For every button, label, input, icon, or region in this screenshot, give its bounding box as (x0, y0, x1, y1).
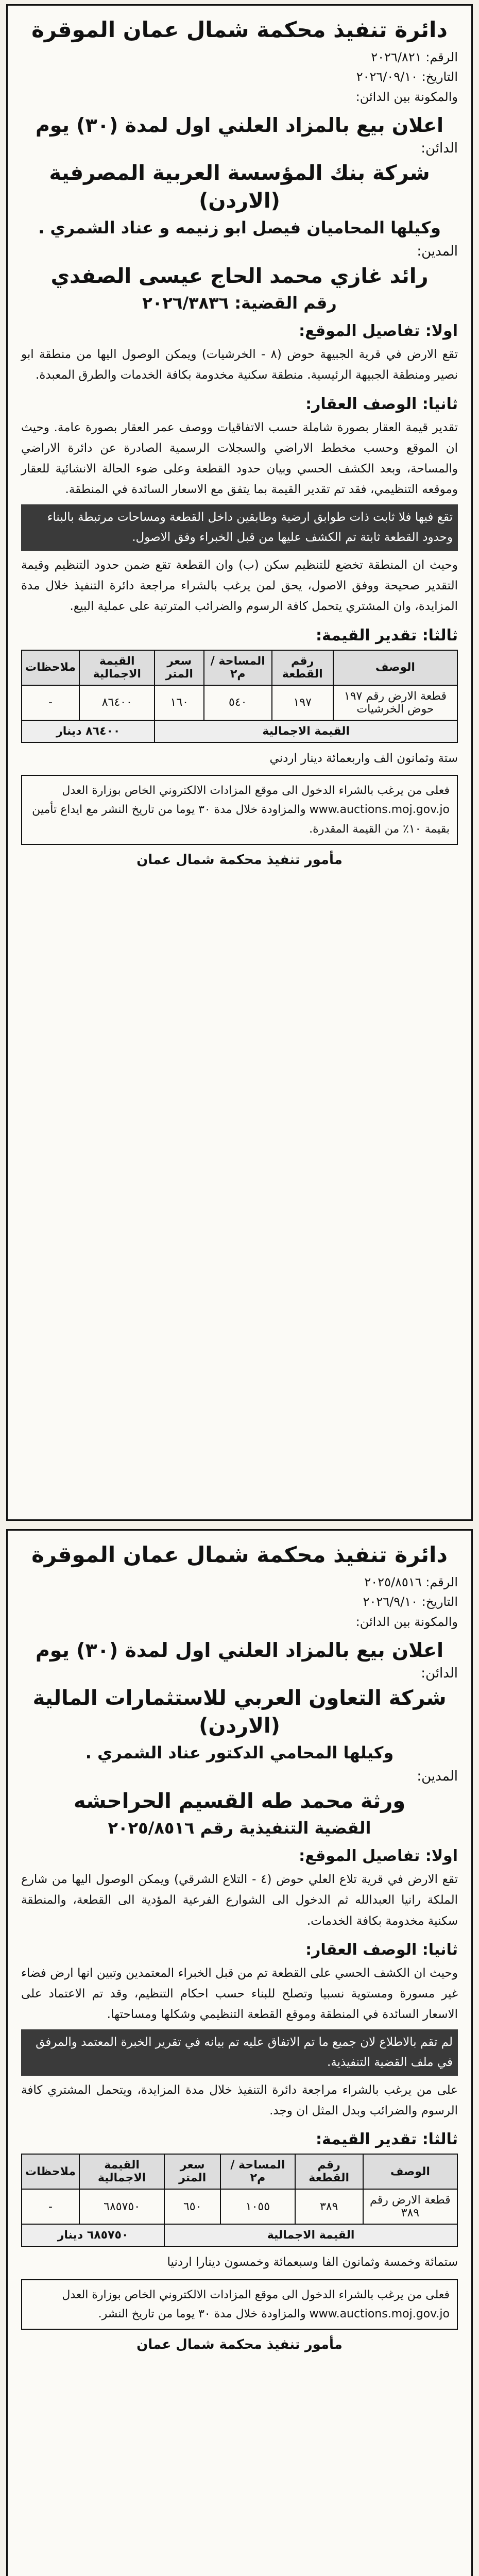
section-description: ثانيا: الوصف العقار: (305, 1940, 458, 1959)
notice-refs (21, 1572, 458, 1632)
table-header: الوصف (333, 650, 457, 685)
table-cell: ٦٨٥٧٥٠ (79, 2189, 164, 2224)
creditor-agent: وكيلها المحاميان فيصل ابو زنيمه و عناد الشمري . (38, 218, 441, 238)
debtor-name: رائد غازي محمد الحاج عيسى الصفدي (50, 264, 429, 289)
debtor-label: المدين: (417, 1769, 458, 1785)
auction-note: فعلى من يرغب بالشراء الدخول الى موقع المزادات الالكتروني الخاص بوزارة العدل www.auctions.moj.gov.jo والمزاودة خلال مدة ٣٠ يوما من تاريخ النشر. (21, 2279, 458, 2330)
table-header: رقم القطعة (272, 650, 333, 685)
table-cell: - (22, 685, 79, 720)
section-valuation: ثالثا: تقدير القيمة: (316, 626, 458, 645)
ref-number: الرقم: ٢٠٢٥/٨٥١٦ (364, 1575, 458, 1589)
table-cell: ٣٨٩ (295, 2189, 363, 2224)
table-header: القيمة الاجمالية (79, 2154, 164, 2189)
table-cell: قطعة الارض رقم ٣٨٩ (363, 2189, 457, 2224)
table-cell: ١٩٧ (272, 685, 333, 720)
notice-headline: اعلان بيع بالمزاد العلني اول لمدة (٣٠) يوم (35, 114, 444, 137)
ref-number: الرقم: ٢٠٢٦/٨٢١ (371, 50, 458, 64)
location-text: تقع الارض في قرية تلاع العلي حوض (٤ - التلاع الشرقي) ويمكن الوصول اليها من شارع الملكة رانيا العبدالله ثم الدخول الى الشوارع الفرعية المؤدية الى القطعة، والمنطقة سكنية مخدومة بكافة الخدمات. (21, 1873, 458, 1928)
section-valuation: ثالثا: تقدير القيمة: (316, 2130, 458, 2149)
total-label: القيمة الاجمالية (164, 2224, 457, 2246)
description-text: تقدير قيمة العقار بصورة شاملة حسب الاتفاقيات ووصف عمر العقار بصورة عامة. وحيث ان الموقع وحسب مخطط الاراضي والسجلات الرسمية الصادرة عن دائرة الاراضي والمساحة، وبعد الكشف الحسي وبيان حدود القطعة وعلى ضوء الحالة الانشائية للعقار وموقعه التنظيمي، فقد تم تقدير القيمة بما يتفق مع الاسعار السائدة في المنطقة. (21, 420, 458, 497)
creditor-name: شركة بنك المؤسسة العربية المصرفية (الاردن) (49, 161, 430, 213)
valuation-table (21, 2154, 458, 2247)
ref-date: التاريخ: ٢٠٢٦/٠٩/١٠ (356, 70, 458, 84)
table-header: القيمة الاجمالية (79, 650, 155, 685)
notice-headline: اعلان بيع بالمزاد العلني اول لمدة (٣٠) يوم (35, 1639, 444, 1662)
table-header: رقم القطعة (295, 2154, 363, 2189)
location-text: تقع الارض في قرية الجبيهة حوض (٨ - الخرشيات) ويمكن الوصول اليها من منطقة ابو نصير ومنطقة الجبيهة الرئيسية. منطقة سكنية مخدومة بكافة الخدمات والطرق المعبدة. (21, 348, 458, 382)
total-words: ستة وثمانون الف واربعمائة دينار اردني (269, 751, 458, 765)
ref-parties: والمكونة بين الدائن: (355, 1614, 458, 1629)
table-header-row (22, 2154, 457, 2189)
table-cell: ١٦٠ (155, 685, 204, 720)
valuation-table (21, 650, 458, 743)
table-cell: ١٠٥٥ (220, 2189, 295, 2224)
auction-notice-2 (6, 1529, 473, 2576)
creditor-name: شركة التعاون العربي للاستثمارات المالية (الاردن) (32, 1686, 447, 1738)
ref-date: التاريخ: ٢٠٢٦/٩/١٠ (363, 1595, 458, 1609)
table-header-row (22, 650, 457, 685)
section-description: ثانيا: الوصف العقار: (305, 395, 458, 413)
case-number: رقم القضية: ٢٠٢٦/٣٨٣٦ (142, 293, 337, 313)
closing-signature: مأمور تنفيذ محكمة شمال عمان (136, 2337, 343, 2353)
section-location: اولا: تفاصيل الموقع: (299, 322, 458, 341)
table-header: سعر المتر (155, 650, 204, 685)
description-text-2: على من يرغب بالشراء مراجعة دائرة التنفيذ خلال مدة المزايدة، ويتحمل المشتري كافة الرسوم والضرائب وبدل المثل ان وجد. (21, 2083, 458, 2118)
court-title: دائرة تنفيذ محكمة شمال عمان الموقرة (31, 17, 448, 42)
creditor-label: الدائن: (421, 1666, 458, 1682)
case-number: القضية التنفيذية رقم ٢٠٢٥/٨٥١٦ (108, 1818, 371, 1838)
table-cell: - (22, 2189, 79, 2224)
description-text-2: وحيث ان المنطقة تخضع للتنظيم سكن (ب) وان القطعة تقع ضمن حدود التنظيم وقيمة التقدير صحيحة ووفق الاصول، يحق لمن يرغب بالشراء مراجعة دائرة التنفيذ خلال مدة المزايدة، وان المشتري يتحمل كافة الرسوم والضرائب المترتبة على عملية البيع. (21, 558, 458, 614)
table-header: ملاحظات (22, 650, 79, 685)
table-row (22, 685, 457, 720)
table-total-row (22, 720, 457, 742)
closing-signature: مأمور تنفيذ محكمة شمال عمان (136, 852, 343, 868)
highlight-text: تقع فيها فلا ثابت ذات طوابق ارضية وطابقين داخل القطعة ومساحات مرتبطة بالبناء وحدود القطعة ثابتة تم الكشف عليها من قبل الخبراء وفق الاصول. (21, 504, 458, 551)
table-row (22, 2189, 457, 2224)
table-cell: ٨٦٤٠٠ (79, 685, 155, 720)
table-cell: ٥٤٠ (204, 685, 271, 720)
table-header: سعر المتر (164, 2154, 220, 2189)
table-header: الوصف (363, 2154, 457, 2189)
ref-parties: والمكونة بين الدائن: (355, 89, 458, 104)
total-value: ٦٨٥٧٥٠ دينار (22, 2224, 164, 2246)
auction-notice-1 (6, 4, 473, 1521)
table-header: المساحة / م٢ (220, 2154, 295, 2189)
total-words: ستمائة وخمسة وثمانون الفا وسبعمائة وخمسون دينارا اردنيا (167, 2256, 458, 2269)
creditor-agent: وكيلها المحامي الدكتور عناد الشمري . (85, 1743, 394, 1763)
table-cell: ٦٥٠ (164, 2189, 220, 2224)
total-value: ٨٦٤٠٠ دينار (22, 720, 155, 742)
total-label: القيمة الاجمالية (155, 720, 457, 742)
description-text: وحيث ان الكشف الحسي على القطعة تم من قبل الخبراء المعتمدين وتبين انها ارض فضاء غير مسورة ومستوية نسبيا وتصلح للبناء حسب احكام التنظيم، وقد تم الاعتماد على الاسعار السائدة في المنطقة وموقع القطعة التنظيمي وشكلها ومساحتها. (21, 1966, 458, 2022)
notice-refs (21, 47, 458, 107)
debtor-name: ورثة محمد طه القسيم الحراحشه (73, 1789, 406, 1814)
table-header: المساحة / م٢ (204, 650, 271, 685)
table-cell: قطعة الارض رقم ١٩٧ حوض الخرشيات (333, 685, 457, 720)
court-title: دائرة تنفيذ محكمة شمال عمان الموقرة (31, 1542, 448, 1567)
auction-note: فعلى من يرغب بالشراء الدخول الى موقع المزادات الالكتروني الخاص بوزارة العدل www.auctions.moj.gov.jo والمزاودة خلال مدة ٣٠ يوما من تاريخ النشر مع ايداع تأمين بقيمة ١٠٪ من القيمة المقدرة. (21, 775, 458, 845)
creditor-label: الدائن: (421, 141, 458, 157)
debtor-label: المدين: (417, 244, 458, 260)
table-header: ملاحظات (22, 2154, 79, 2189)
table-total-row (22, 2224, 457, 2246)
section-location: اولا: تفاصيل الموقع: (299, 1847, 458, 1866)
highlight-text: لم تقم بالاطلاع لان جميع ما تم الاتفاق عليه تم بيانه في تقرير الخبرة المعتمد والمرفق في ملف القضية التنفيذية. (21, 2029, 458, 2076)
